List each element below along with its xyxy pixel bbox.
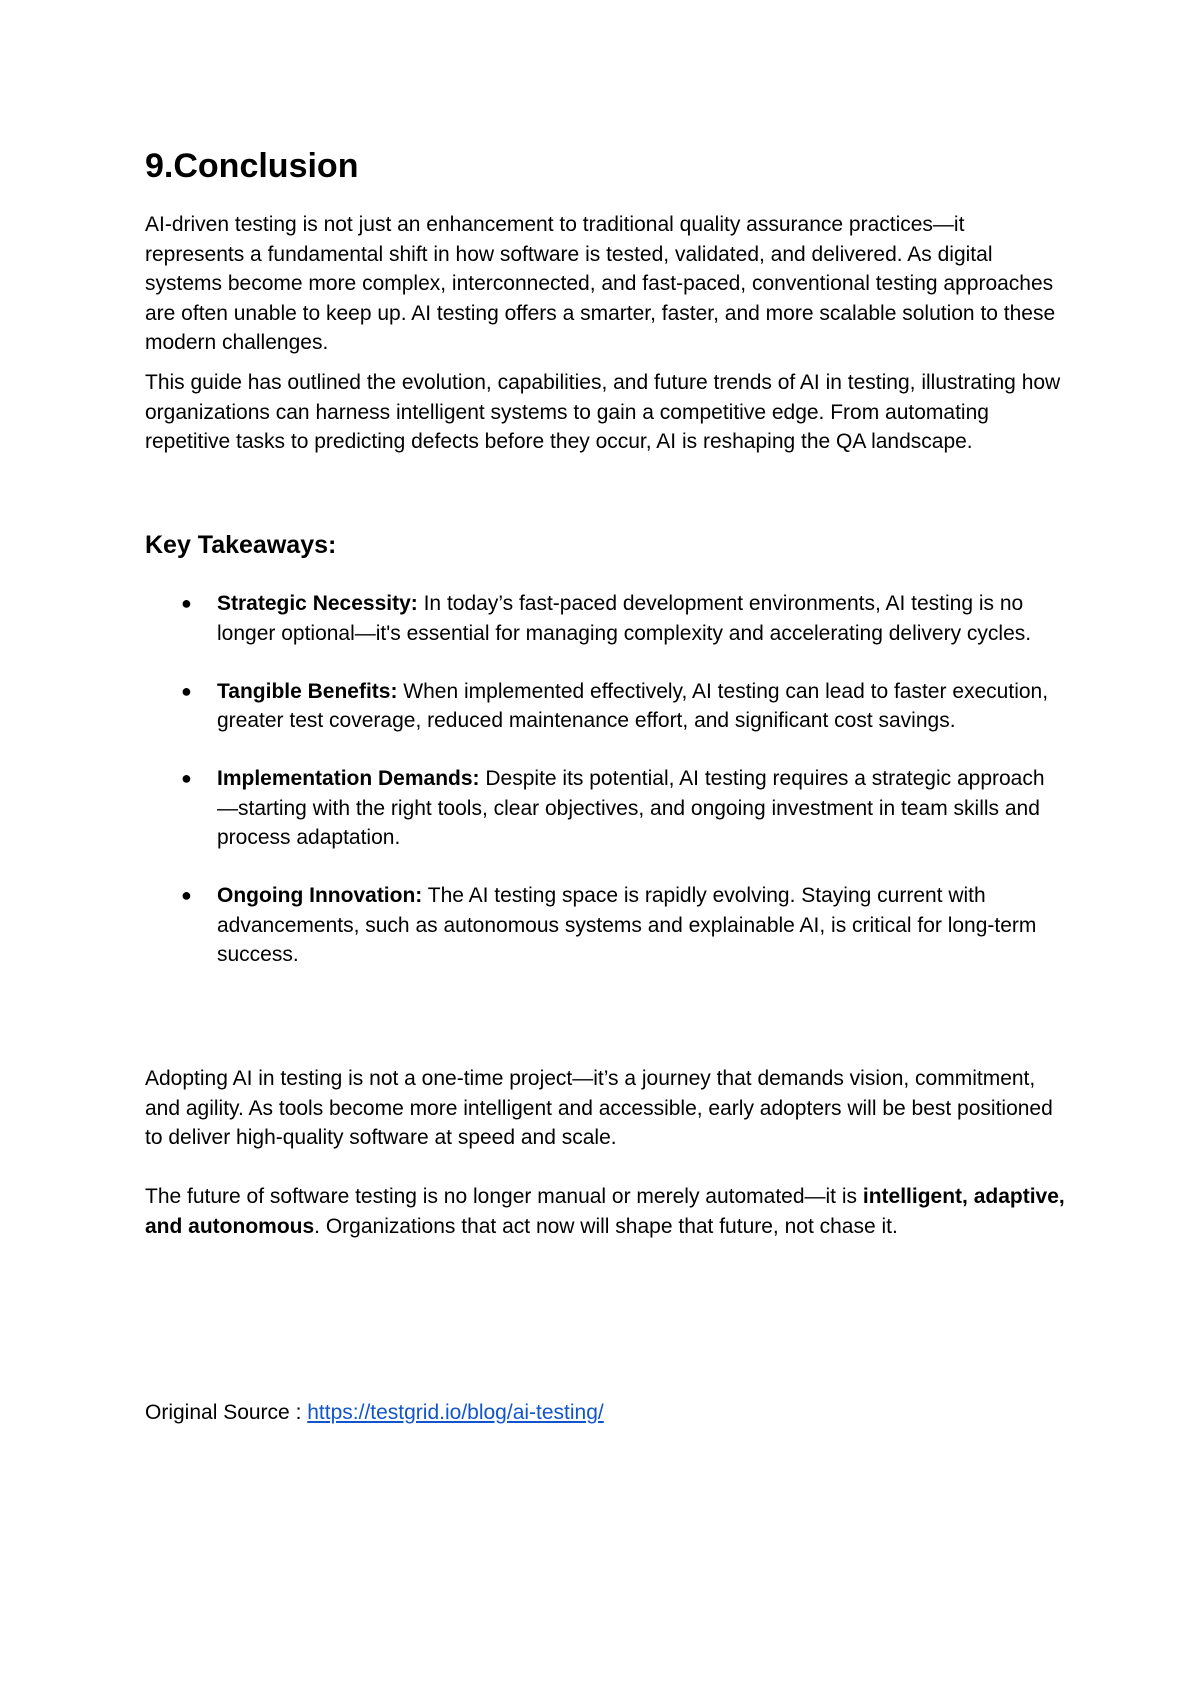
intro-paragraph: AI-driven testing is not just an enhancement to traditional quality assurance practices—it represents a fundamental shift in how software is tested, validated, and delivered. As digital systems become more complex, interconnected, and fast-paced, conventional testing approaches are often unable to keep up. AI testing offers a smarter, faster, and more scalable solution to these modern challenges.: [145, 213, 1056, 354]
bullet-icon: ●: [181, 680, 192, 701]
future-emphasis: intelligent, adaptive, and autonomous: [145, 1185, 1065, 1238]
takeaway-label: Tangible Benefits:: [217, 679, 398, 703]
bullet-icon: ●: [181, 885, 192, 905]
list-item: [145, 881, 1065, 970]
bullet-icon: ●: [181, 593, 192, 613]
guide-summary-paragraph: This guide has outlined the evolution, capabilities, and future trends of AI in testing, illustrating how organizations can harness intelligent systems to gain a competitive edge. From automating repetitive tasks to predicting defects before they occur, AI is reshaping the QA landscape.: [145, 371, 1061, 453]
takeaway-text: In today’s fast-paced development environments, AI testing is no longer optional—it's essential for managing complexity and accelerating delivery cycles.: [217, 592, 1032, 645]
key-takeaways-heading: Key Takeaways:: [145, 531, 337, 559]
adoption-paragraph: Adopting AI in testing is not a one-time project—it’s a journey that demands vision, commitment, and agility. As tools become more intelligent and accessible, early adopters will be best positioned to deliver high-quality software at speed and scale.: [145, 1067, 1053, 1149]
takeaways-list: [145, 589, 1065, 998]
source-link[interactable]: https://testgrid.io/blog/ai-testing/: [307, 1401, 604, 1424]
source-label: Original Source :: [145, 1401, 308, 1424]
takeaway-label: Ongoing Innovation:: [217, 884, 423, 907]
takeaway-label: Implementation Demands:: [217, 767, 480, 790]
takeaway-text: The AI testing space is rapidly evolving. Staying current with advancements, such as autonomous systems and explainable AI, is critical for long-term success.: [217, 884, 1037, 966]
future-text-start: The future of software testing is no longer manual or merely automated—it is: [145, 1185, 863, 1208]
takeaway-text: Despite its potential, AI testing requires a strategic approach—starting with the right tools, clear objectives, and ongoing investment in team skills and process adaptation.: [217, 767, 1045, 849]
list-item: [145, 677, 1065, 736]
bullet-icon: ●: [181, 768, 192, 788]
future-text-end: . Organizations that act now will shape that future, not chase it.: [314, 1214, 898, 1238]
list-item: [145, 589, 1065, 648]
list-item: [145, 764, 1065, 853]
takeaway-text: When implemented effectively, AI testing can lead to faster execution, greater test coverage, reduced maintenance effort, and significant cost savings.: [217, 679, 1049, 732]
source-line: [145, 1398, 604, 1428]
takeaway-label: Strategic Necessity:: [217, 592, 418, 615]
section-heading: 9.Conclusion: [145, 147, 359, 185]
future-paragraph: [145, 1182, 1065, 1241]
